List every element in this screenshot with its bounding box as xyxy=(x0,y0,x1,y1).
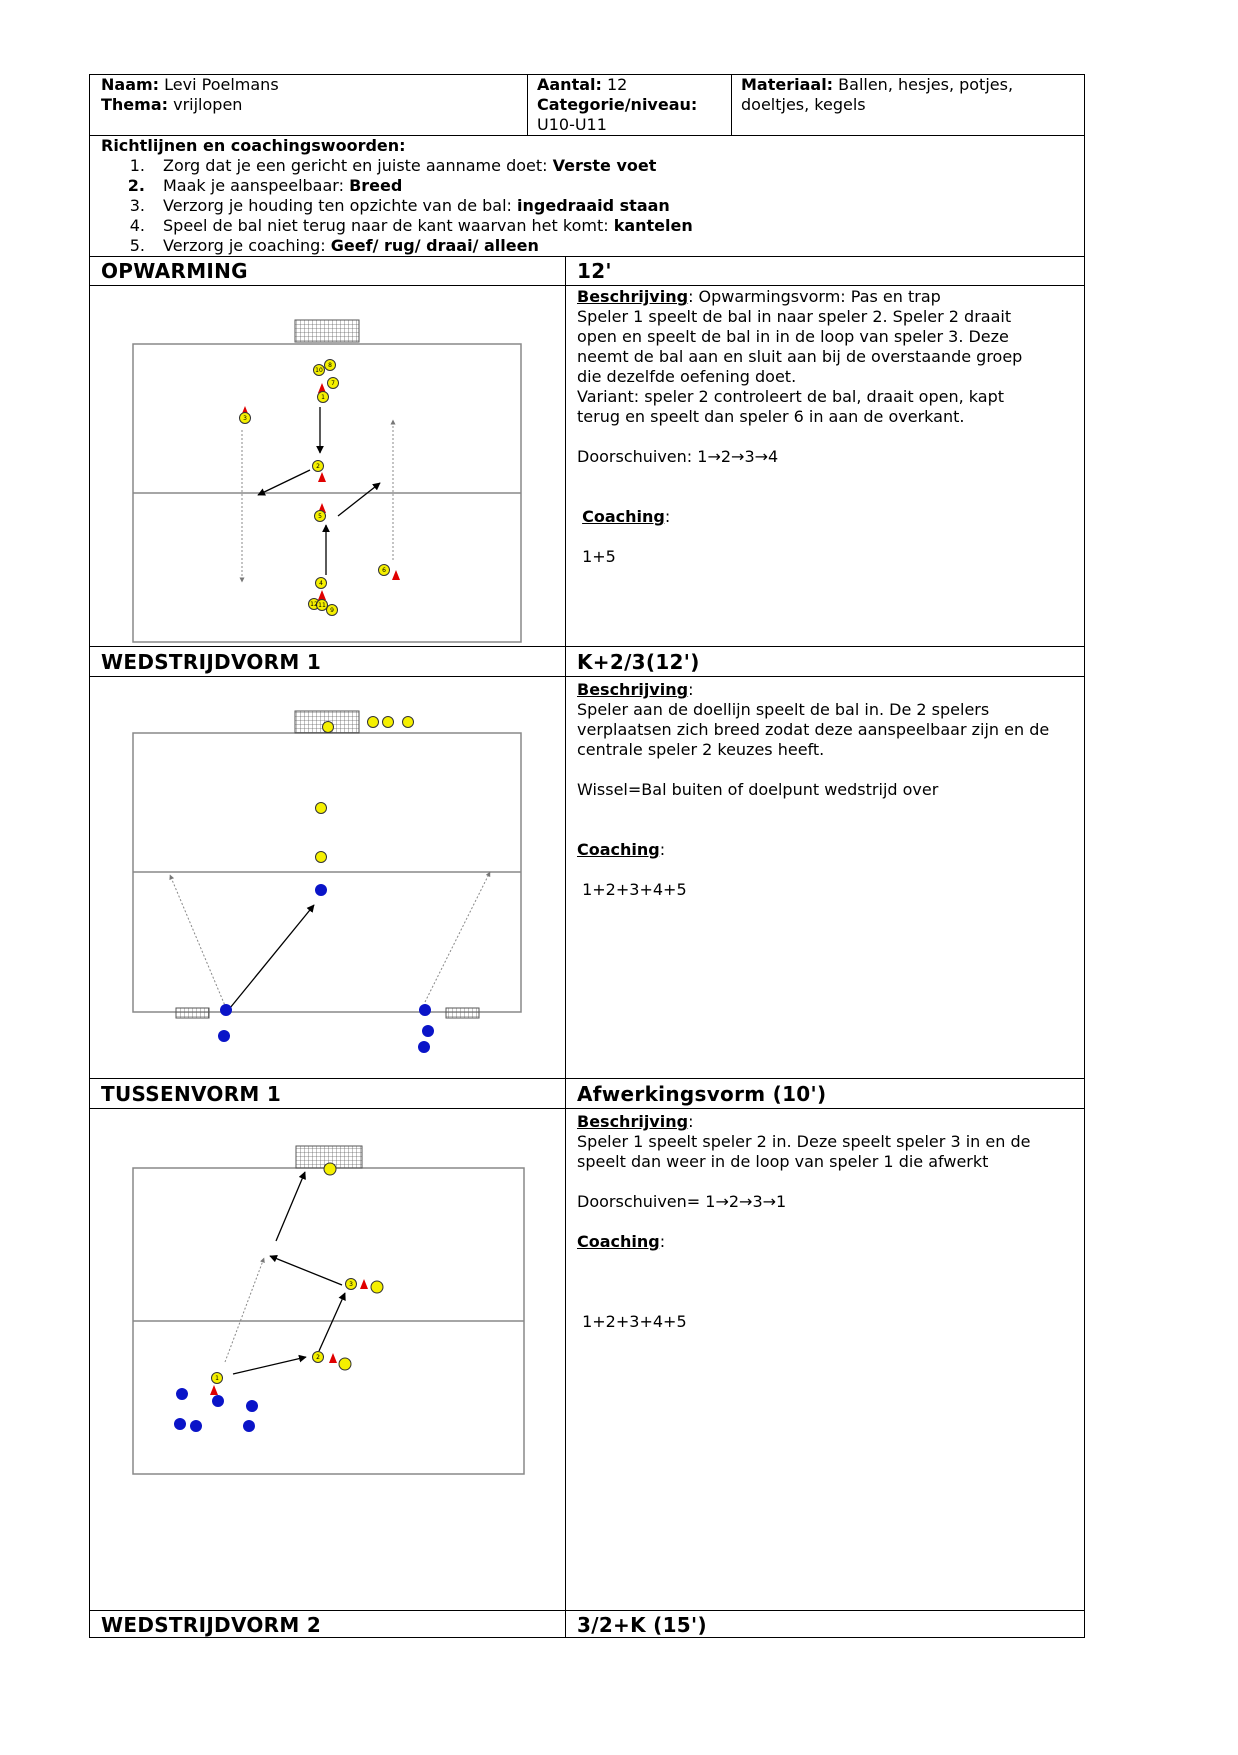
description-warmup: Beschrijving: Opwarmingsvorm: Pas en trap Speler 1 speelt de bal in naar speler 2. Speler 2 draait open en speelt de bal in in de loop van speler 3. Deze neemt de bal aan en sluit aan bij de overstaande groep die dezelfde oefening doet. Variant: speler 2 controleert de bal, draait open, kapt terug en speelt dan speler 6 in aan de overkant. Doorschuiven: 1→2→3→4 Coaching: 1+5 xyxy=(577,287,1023,566)
guideline-item: 3. Verzorg je houding ten opzichte van de bal: ingedraaid staan xyxy=(129,196,670,215)
player-number: 7 xyxy=(331,380,335,387)
material-field-2: doeltjes, kegels xyxy=(741,95,866,114)
section-title-match-2: WEDSTRIJDVORM 2 xyxy=(101,1613,322,1637)
player xyxy=(316,717,414,863)
player-number: 12 xyxy=(310,601,318,608)
cone xyxy=(392,570,400,580)
cone xyxy=(360,1279,368,1289)
player-number: 4 xyxy=(319,580,323,587)
player-number: 2 xyxy=(316,463,320,470)
player xyxy=(218,884,434,1053)
section-duration-match-1: K+2/3(12') xyxy=(577,650,700,674)
count-field: Aantal: 12 xyxy=(537,75,628,94)
guidelines-title: Richtlijnen en coachingswoorden: xyxy=(101,136,406,155)
guideline-item: 5. Verzorg je coaching: Geef/ rug/ draai/ alleen xyxy=(129,236,539,255)
guideline-item: 1. Zorg dat je een gericht en juiste aanname doet: Verste voet xyxy=(129,156,657,175)
cone xyxy=(318,590,326,600)
cone xyxy=(210,1385,218,1395)
section-title-warmup: OPWARMING xyxy=(101,259,248,283)
guideline-item: 2. Maak je aanspeelbaar: Breed xyxy=(127,176,403,195)
guideline-item: 4. Speel de bal niet terug naar de kant waarvan het komt: kantelen xyxy=(129,216,693,235)
player xyxy=(212,1163,384,1384)
section-duration-intermediate-1: Afwerkingsvorm (10') xyxy=(577,1082,827,1106)
mini-goal xyxy=(176,1008,209,1018)
section-title-intermediate-1: TUSSENVORM 1 xyxy=(101,1082,282,1106)
category-value: U10-U11 xyxy=(537,115,607,134)
material-field: Materiaal: Ballen, hesjes, potjes, xyxy=(741,75,1014,94)
section-title-match-1: WEDSTRIJDVORM 1 xyxy=(101,650,322,674)
mini-goal xyxy=(446,1008,479,1018)
player xyxy=(240,360,390,616)
name-field: Naam: Levi Poelmans xyxy=(101,75,279,94)
cone xyxy=(329,1353,337,1363)
player-number: 1 xyxy=(215,1375,219,1382)
description-match-1: Beschrijving: Speler aan de doellijn speelt de bal in. De 2 spelers verplaatsen zich breed zodat deze aanspeelbaar zijn en de centrale speler 2 keuzes heeft. Wissel=Bal buiten of doelpunt wedstrijd over Coaching: 1+2+3+4+5 xyxy=(577,680,1050,899)
player-number: 3 xyxy=(349,1281,353,1288)
player-number: 9 xyxy=(330,607,334,614)
goal xyxy=(295,320,359,342)
section-duration-warmup: 12' xyxy=(577,259,612,283)
player-number: 6 xyxy=(382,567,386,574)
theme-field: Thema: vrijlopen xyxy=(101,95,243,114)
category-label: Categorie/niveau: xyxy=(537,95,698,114)
player-number: 10 xyxy=(315,367,323,374)
player-number: 8 xyxy=(328,362,332,369)
player-number: 3 xyxy=(243,415,247,422)
description-intermediate-1: Beschrijving: Speler 1 speelt speler 2 in. Deze speelt speler 3 in en de speelt dan weer in de loop van speler 1 die afwerkt Doorschuiven= 1→2→3→1 Coaching: 1+2+3+4+5 xyxy=(577,1112,1031,1331)
cone xyxy=(318,472,326,482)
player-number: 2 xyxy=(316,1354,320,1361)
player-number: 11 xyxy=(318,602,326,609)
player-number: 5 xyxy=(318,513,322,520)
section-duration-match-2: 3/2+K (15') xyxy=(577,1613,707,1637)
player-number: 1 xyxy=(321,394,325,401)
